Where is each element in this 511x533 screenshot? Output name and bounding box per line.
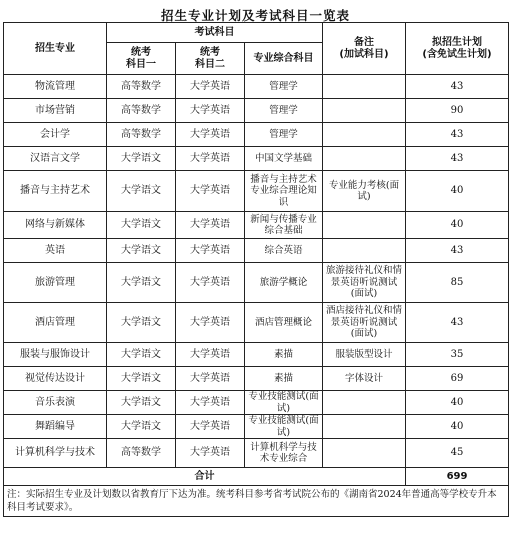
total-value: 699: [406, 468, 509, 486]
cell-major: 服装与服饰设计: [4, 343, 107, 367]
cell-subject-2: 大学英语: [176, 439, 245, 468]
cell-comprehensive: 综合英语: [245, 239, 323, 263]
table-row: [4, 147, 509, 171]
cell-plan: 43: [406, 123, 509, 147]
cell-major: 酒店管理: [4, 303, 107, 343]
cell-subject-1: 大学语文: [107, 212, 176, 239]
cell-plan: 40: [406, 171, 509, 212]
cell-remark: [323, 123, 406, 147]
cell-subject-2: 大学英语: [176, 391, 245, 415]
cell-plan: 40: [406, 212, 509, 239]
cell-subject-1: 高等数学: [107, 439, 176, 468]
header-major: 招生专业: [4, 23, 107, 75]
cell-plan: 40: [406, 415, 509, 439]
cell-subject-1: 大学语文: [107, 147, 176, 171]
header-unified-1: 统考 科目一: [107, 43, 176, 75]
cell-subject-2: 大学英语: [176, 99, 245, 123]
cell-subject-2: 大学英语: [176, 343, 245, 367]
cell-remark: 专业能力考核(面试): [323, 171, 406, 212]
cell-major: 舞蹈编导: [4, 415, 107, 439]
cell-remark: 酒店接待礼仪和情景英语听说测试(面试): [323, 303, 406, 343]
table-row: [4, 239, 509, 263]
cell-subject-2: 大学英语: [176, 367, 245, 391]
cell-remark: [323, 75, 406, 99]
cell-subject-2: 大学英语: [176, 239, 245, 263]
cell-comprehensive: 管理学: [245, 123, 323, 147]
cell-comprehensive: 素描: [245, 367, 323, 391]
cell-subject-2: 大学英语: [176, 415, 245, 439]
cell-subject-2: 大学英语: [176, 303, 245, 343]
total-label: 合计: [4, 468, 406, 486]
cell-remark: [323, 239, 406, 263]
table-row: [4, 99, 509, 123]
cell-major: 网络与新媒体: [4, 212, 107, 239]
cell-subject-1: 高等数学: [107, 123, 176, 147]
cell-major: 物流管理: [4, 75, 107, 99]
cell-major: 视觉传达设计: [4, 367, 107, 391]
cell-comprehensive: 中国文学基础: [245, 147, 323, 171]
enrollment-table: [3, 22, 509, 517]
cell-major: 会计学: [4, 123, 107, 147]
cell-remark: [323, 99, 406, 123]
cell-subject-2: 大学英语: [176, 75, 245, 99]
cell-comprehensive: 酒店管理概论: [245, 303, 323, 343]
cell-subject-2: 大学英语: [176, 147, 245, 171]
cell-comprehensive: 管理学: [245, 99, 323, 123]
table-row: [4, 263, 509, 303]
cell-subject-2: 大学英语: [176, 123, 245, 147]
cell-major: 播音与主持艺术: [4, 171, 107, 212]
cell-subject-1: 大学语文: [107, 239, 176, 263]
cell-major: 市场营销: [4, 99, 107, 123]
cell-plan: 40: [406, 391, 509, 415]
cell-remark: [323, 147, 406, 171]
cell-comprehensive: 专业技能测试(面试): [245, 391, 323, 415]
cell-comprehensive: 专业技能测试(面试): [245, 415, 323, 439]
cell-major: 英语: [4, 239, 107, 263]
cell-comprehensive: 播音与主持艺术专业综合理论知识: [245, 171, 323, 212]
cell-plan: 85: [406, 263, 509, 303]
cell-subject-1: 大学语文: [107, 343, 176, 367]
cell-subject-1: 大学语文: [107, 367, 176, 391]
cell-plan: 35: [406, 343, 509, 367]
cell-remark: 旅游接待礼仪和情景英语听说测试(面试): [323, 263, 406, 303]
cell-subject-1: 大学语文: [107, 263, 176, 303]
cell-subject-1: 高等数学: [107, 75, 176, 99]
cell-plan: 43: [406, 239, 509, 263]
table-row: [4, 212, 509, 239]
cell-comprehensive: 素描: [245, 343, 323, 367]
cell-plan: 43: [406, 75, 509, 99]
table-row: [4, 439, 509, 468]
header-exam-subjects: 考试科目: [107, 23, 323, 43]
cell-subject-1: 大学语文: [107, 171, 176, 212]
header-comprehensive: 专业综合科目: [245, 43, 323, 75]
cell-subject-2: 大学英语: [176, 171, 245, 212]
cell-major: 音乐表演: [4, 391, 107, 415]
cell-major: 汉语言文学: [4, 147, 107, 171]
cell-remark: [323, 391, 406, 415]
table-row: [4, 75, 509, 99]
table-row: [4, 171, 509, 212]
cell-plan: 69: [406, 367, 509, 391]
cell-subject-2: 大学英语: [176, 263, 245, 303]
cell-major: 旅游管理: [4, 263, 107, 303]
cell-subject-1: 大学语文: [107, 391, 176, 415]
cell-remark: [323, 212, 406, 239]
cell-comprehensive: 旅游学概论: [245, 263, 323, 303]
table-row: [4, 303, 509, 343]
cell-subject-1: 大学语文: [107, 303, 176, 343]
cell-subject-1: 高等数学: [107, 99, 176, 123]
table-row: [4, 367, 509, 391]
cell-comprehensive: 新闻与传播专业综合基础: [245, 212, 323, 239]
cell-remark: 字体设计: [323, 367, 406, 391]
table-row: [4, 391, 509, 415]
cell-remark: [323, 415, 406, 439]
footnote: 注：实际招生专业及计划数以省教育厅下达为准。统考科目参考省考试院公布的《湖南省2024年普通高等学校专升本科目考试要求》。: [4, 486, 509, 517]
cell-plan: 90: [406, 99, 509, 123]
page-title: 招生专业计划及考试科目一览表: [160, 8, 350, 23]
table-row: [4, 343, 509, 367]
cell-major: 计算机科学与技术: [4, 439, 107, 468]
cell-subject-1: 大学语文: [107, 415, 176, 439]
table-row: [4, 415, 509, 439]
cell-comprehensive: 管理学: [245, 75, 323, 99]
cell-remark: 服装版型设计: [323, 343, 406, 367]
cell-plan: 43: [406, 303, 509, 343]
header-plan: 拟招生计划 (含免试生计划): [406, 23, 509, 75]
cell-plan: 45: [406, 439, 509, 468]
table-row: [4, 123, 509, 147]
cell-plan: 43: [406, 147, 509, 171]
header-remark: 备注 (加试科目): [323, 23, 406, 75]
cell-comprehensive: 计算机科学与技术专业综合: [245, 439, 323, 468]
cell-remark: [323, 439, 406, 468]
cell-subject-2: 大学英语: [176, 212, 245, 239]
header-unified-2: 统考 科目二: [176, 43, 245, 75]
